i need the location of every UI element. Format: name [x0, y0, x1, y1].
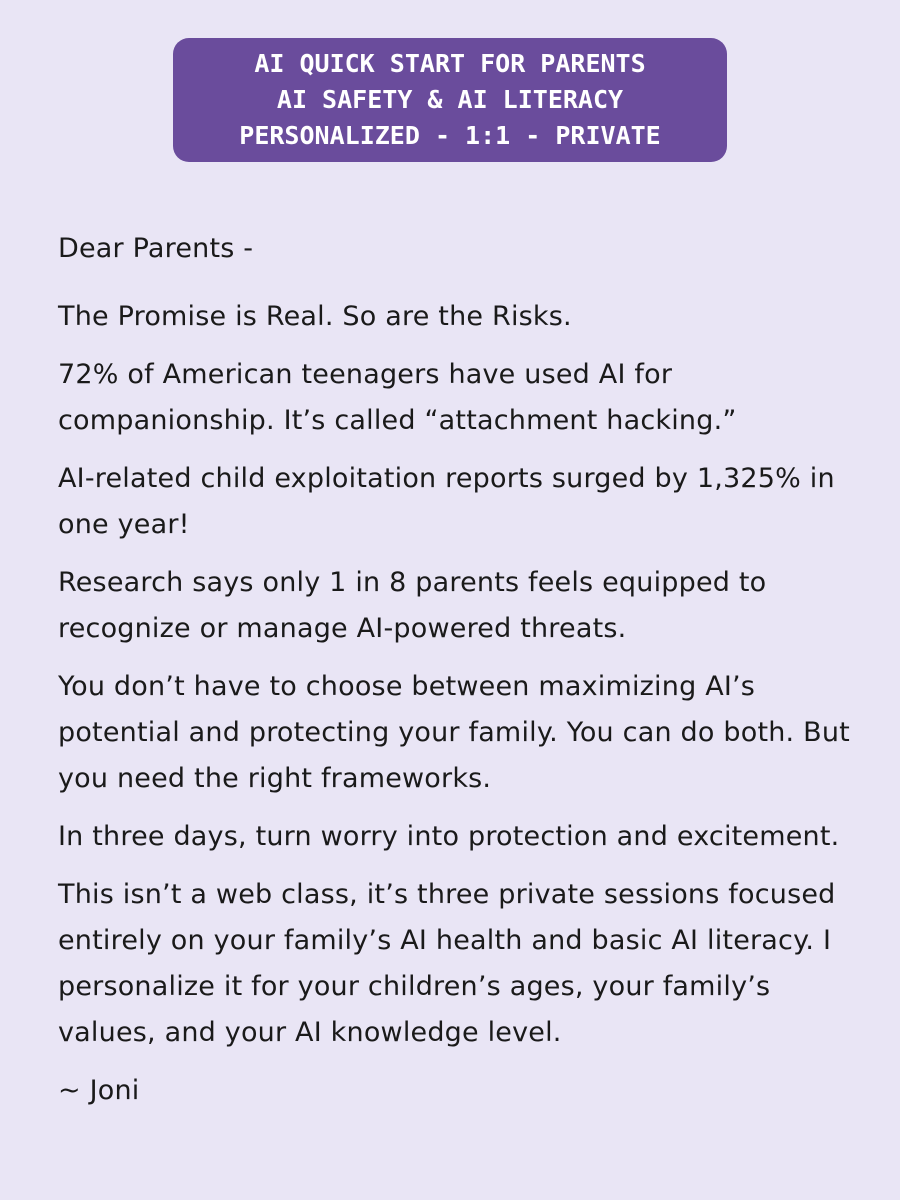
header-banner: [173, 38, 727, 162]
header-title: AI QUICK START FOR PARENTS: [254, 49, 646, 78]
letter-greeting: Dear Parents -: [58, 233, 254, 264]
letter-body: [58, 226, 858, 1126]
letter-signature: ~ Joni: [58, 1075, 140, 1106]
header-subtitle: AI SAFETY & AI LITERACY: [276, 85, 624, 114]
paragraph-teen-stat: 72% of American teenagers have used AI for companionship. It’s called “attachment hacking.”: [58, 359, 737, 436]
paragraph-exploitation-stat: AI-related child exploitation reports surged by 1,325% in one year!: [58, 463, 835, 540]
paragraph-private-sessions: This isn’t a web class, it’s three private sessions focused entirely on your family’s AI health and basic AI literacy. I personalize it for your children’s ages, your family’s values, and your AI knowledge level.: [58, 879, 836, 1048]
paragraph-frameworks: You don’t have to choose between maximizing AI’s potential and protecting your family. You can do both. But you need the right frameworks.: [58, 671, 850, 794]
paragraph-research-stat: Research says only 1 in 8 parents feels equipped to recognize or manage AI-powered threats.: [58, 567, 767, 644]
paragraph-promise: The Promise is Real. So are the Risks.: [58, 301, 572, 332]
paragraph-three-days: In three days, turn worry into protection and excitement.: [58, 821, 840, 852]
header-tagline: PERSONALIZED - 1:1 - PRIVATE: [239, 121, 661, 150]
